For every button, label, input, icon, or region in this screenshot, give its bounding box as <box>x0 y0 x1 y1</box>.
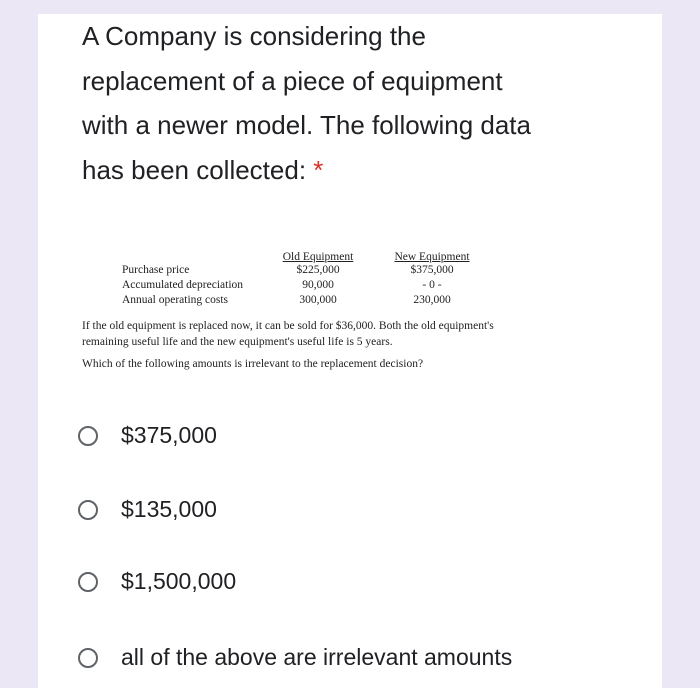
old-depreciation: 90,000 <box>302 279 334 291</box>
option-2[interactable] <box>78 496 217 523</box>
option-1[interactable] <box>78 422 217 449</box>
question-title <box>82 14 642 192</box>
new-purchase-price: $375,000 <box>410 264 454 276</box>
question-line-1: A Company is considering the <box>82 21 426 51</box>
radio-circle-icon[interactable] <box>78 648 98 668</box>
column-header-new: New Equipment <box>394 251 470 263</box>
radio-circle-icon[interactable] <box>78 426 98 446</box>
option-3[interactable] <box>78 568 236 595</box>
option-4[interactable] <box>78 644 512 671</box>
scenario-line-2: remaining useful life and the new equipment's useful life is 5 years. <box>82 336 393 348</box>
option-label: $135,000 <box>121 496 217 522</box>
option-label: all of the above are irrelevant amounts <box>121 644 513 670</box>
radio-circle-icon[interactable] <box>78 572 98 592</box>
scenario-prompt: Which of the following amounts is irrelevant to the replacement decision? <box>82 358 424 370</box>
column-header-old: Old Equipment <box>282 251 354 263</box>
row-label-purchase: Purchase price <box>122 264 190 276</box>
option-label: $1,500,000 <box>121 568 237 594</box>
question-image <box>82 250 642 390</box>
question-card <box>38 14 662 688</box>
question-line-4: has been collected: <box>82 154 307 185</box>
new-operating-costs: 230,000 <box>413 294 451 306</box>
row-label-depreciation: Accumulated depreciation <box>122 279 244 291</box>
option-label: $375,000 <box>121 422 217 448</box>
required-marker: * <box>313 154 324 185</box>
scenario-line-1: If the old equipment is replaced now, it can be sold for $36,000. Both the old equipment's <box>82 320 494 332</box>
row-label-operating: Annual operating costs <box>122 294 229 306</box>
question-line-3: with a newer model. The following data <box>82 110 531 140</box>
new-depreciation: - 0 - <box>422 279 442 291</box>
old-purchase-price: $225,000 <box>296 264 340 276</box>
old-operating-costs: 300,000 <box>299 294 337 306</box>
question-line-2: replacement of a piece of equipment <box>82 65 503 96</box>
radio-circle-icon[interactable] <box>78 500 98 520</box>
